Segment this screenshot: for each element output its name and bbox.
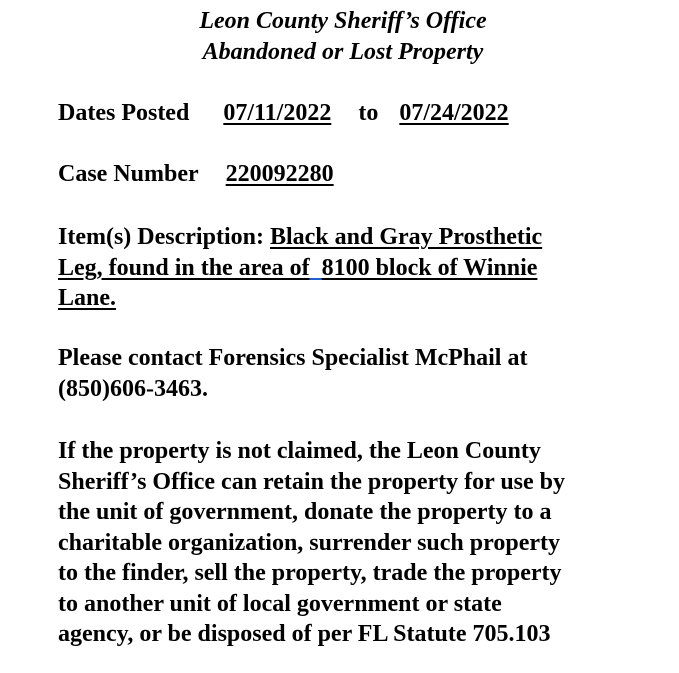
description-label: Item(s) Description:: [58, 224, 264, 250]
item-description: [58, 222, 638, 314]
description-gap: [310, 255, 322, 281]
disclaimer-line: agency, or be disposed of per FL Statute 705.103: [58, 621, 551, 647]
contact-paragraph: [58, 343, 638, 404]
case-number-row: [58, 159, 334, 190]
disclaimer-line: charitable organization, surrender such property: [58, 529, 560, 556]
contact-phone: (850)606-3463.: [58, 375, 208, 402]
disclaimer-line: If the property is not claimed, the Leon County: [58, 438, 541, 464]
disclaimer-paragraph: [58, 436, 638, 650]
description-text-3: Lane.: [58, 285, 117, 311]
document-title: [0, 6, 679, 68]
date-start: 07/11/2022: [223, 100, 332, 126]
disclaimer-line: to another unit of local government or state: [58, 590, 502, 617]
case-number-value: 220092280: [225, 161, 334, 187]
disclaimer-line: to the finder, sell the property, trade the property: [58, 560, 562, 586]
description-text-2a: Leg, found in the area of: [58, 254, 310, 281]
date-end: 07/24/2022: [399, 100, 509, 126]
case-number-label: Case Number: [58, 161, 199, 187]
title-line-1: Leon County Sheriff’s Office: [199, 8, 487, 34]
description-text-2b: 8100 block of Winnie: [321, 254, 538, 281]
description-text-1: Black and Gray Prosthetic: [269, 224, 543, 250]
dates-posted-row: [58, 98, 509, 129]
title-line-2: Abandoned or Lost Property: [202, 39, 484, 65]
disclaimer-line: Sheriff’s Office can retain the property for use by: [58, 468, 566, 495]
dates-posted-label: Dates Posted: [58, 100, 190, 126]
contact-line-1: Please contact Forensics Specialist McPhail at: [58, 345, 528, 371]
disclaimer-line: the unit of government, donate the property to a: [58, 499, 552, 525]
dates-to: to: [358, 100, 379, 126]
